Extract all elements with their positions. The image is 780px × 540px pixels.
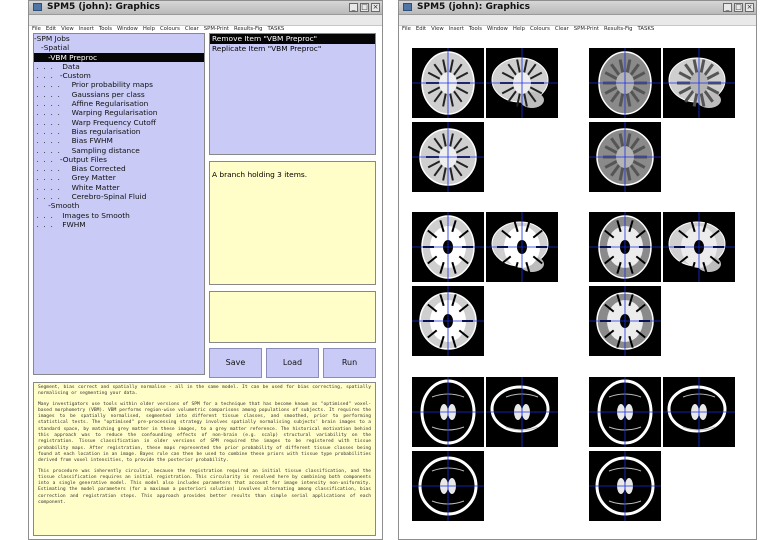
tree-item[interactable]: . . . . Bias regularisation xyxy=(34,126,141,136)
menu-insert[interactable]: Insert xyxy=(78,26,94,32)
brain-axial-csfavg-image[interactable] xyxy=(589,377,661,447)
menu-results-fig[interactable]: Results-Fig xyxy=(604,26,633,32)
menu-clear[interactable]: Clear xyxy=(554,26,569,32)
brain-sagittal-csfavg-image[interactable] xyxy=(663,377,735,447)
brain-axial-gm-image[interactable] xyxy=(412,48,484,118)
menu-tools[interactable]: Tools xyxy=(468,26,482,32)
spm-graphics-window-right xyxy=(398,0,757,540)
maximize-icon[interactable]: □ xyxy=(361,3,368,11)
menu-colours[interactable]: Colours xyxy=(159,26,180,32)
minimize-icon[interactable]: _ xyxy=(349,3,358,12)
tree-item[interactable]: . . . . Bias FWHM xyxy=(34,136,113,146)
help-paragraph: Many investigators use tools within older versions of SPM for a technique that has become known as "optimised" voxel-based morphometry (VBM). VBM performs region-wise volumetric comparisons among populations of subjects. It requires the images to be spatially normalised, segmented into different tissue classes, and smoothed, prior to performing statistical tests. The "optimised" pre-processing strategy involves spatially normalising subjects' brain images to a standard space, by matching grey matter in these images, to a grey matter reference. The historical motivation behind this approach was to reduce the confounding effects of non-brain (e.g. scalp) structural variability on the registration. Tissue classification in older versions of SPM required the images to be registered with tissue probability maps. After registration, these maps represented the prior probability of different tissue classes being found at each location in an image. Bayes rule can then be used to combine these priors with tissue type probabilities derived from voxel intensities, to provide the posterior probability. xyxy=(38,401,371,464)
tree-item[interactable]: . . . Data xyxy=(34,61,80,71)
info-text: A branch holding 3 items. xyxy=(212,170,308,179)
minimize-icon[interactable]: _ xyxy=(723,3,732,12)
brain-axial-wmavg-image[interactable] xyxy=(589,212,661,282)
brain-coronal-wm-image[interactable] xyxy=(412,286,484,356)
load-button[interactable]: Load xyxy=(266,348,319,378)
help-paragraph: This procedure was inherently circular, because the registration required an initial tissue classification, and the tissue classification requires an initial registration. This circularity is resolved here by combining both components into a single generative model. This model also includes parameters that account for image intensity non-uniformity. Estimating the model parameters (for a maximum a posteriori solution) involves alternating among classification, bias correction and registration steps. This approach provides better results than simple serial applications of each component. xyxy=(38,468,371,506)
tree-item[interactable]: . . . FWHM xyxy=(34,219,86,229)
brain-coronal-wmavg-image[interactable] xyxy=(589,286,661,356)
tree-item[interactable]: . . . . White Matter xyxy=(34,182,120,192)
brain-sagittal-gmavg-image[interactable] xyxy=(663,48,735,118)
menu-colours[interactable]: Colours xyxy=(529,26,550,32)
brain-coronal-csf-image[interactable] xyxy=(412,451,484,521)
title-bar[interactable] xyxy=(399,1,756,15)
tree-item[interactable]: -Smooth xyxy=(34,201,80,211)
app-icon xyxy=(33,3,42,11)
title-bar[interactable] xyxy=(29,1,382,15)
brain-coronal-gmavg-image[interactable] xyxy=(589,122,661,192)
menu-bar xyxy=(29,15,382,32)
tree-item[interactable]: -Spatial xyxy=(34,43,70,53)
menu-spm-print[interactable]: SPM-Print xyxy=(203,26,229,32)
help-paragraph: Segment, bias correct and spatially normalise - all in the same model. It can be used for bias correcting, spatially normalising or segmenting your data. xyxy=(38,385,371,397)
window-title: SPM5 (john): Graphics xyxy=(47,2,160,12)
menu-view[interactable]: View xyxy=(431,26,444,32)
brain-sagittal-gm-image[interactable] xyxy=(486,48,558,118)
menu-edit[interactable]: Edit xyxy=(45,26,57,32)
tree-item[interactable]: . . . . Grey Matter xyxy=(34,173,116,183)
tree-item[interactable]: . . . . Warp Frequency Cutoff xyxy=(34,117,156,127)
brain-sagittal-wmavg-image[interactable] xyxy=(663,212,735,282)
brain-coronal-csfavg-image[interactable] xyxy=(589,451,661,521)
menu-tasks[interactable]: TASKS xyxy=(267,26,285,32)
tree-item[interactable]: -VBM Preproc xyxy=(34,53,204,62)
tree-item[interactable]: . . . Images to Smooth xyxy=(34,210,130,220)
brain-axial-wm-image[interactable] xyxy=(412,212,484,282)
brain-coronal-gm-image[interactable] xyxy=(412,122,484,192)
job-tree-list[interactable] xyxy=(33,33,205,375)
close-icon[interactable]: × xyxy=(746,3,753,11)
run-button[interactable]: Run xyxy=(323,348,376,378)
brain-axial-csf-image[interactable] xyxy=(412,377,484,447)
menu-file[interactable]: File xyxy=(402,26,411,32)
brain-sagittal-wm-image[interactable] xyxy=(486,212,558,282)
menu-tasks[interactable]: TASKS xyxy=(637,26,655,32)
app-icon xyxy=(403,3,412,11)
tree-item[interactable]: . . . . Warping Regularisation xyxy=(34,108,158,118)
menu-window[interactable]: Window xyxy=(116,26,138,32)
close-icon[interactable]: × xyxy=(372,3,379,11)
action-item[interactable]: Replicate Item "VBM Preproc" xyxy=(212,43,322,53)
tree-item[interactable]: . . . . Bias Corrected xyxy=(34,164,126,174)
brain-axial-gmavg-image[interactable] xyxy=(589,48,661,118)
tree-item[interactable]: . . . . Prior probability maps xyxy=(34,80,153,90)
action-list[interactable] xyxy=(209,33,376,155)
value-panel xyxy=(209,291,376,343)
tree-item[interactable]: . . . -Custom xyxy=(34,71,91,81)
menu-insert[interactable]: Insert xyxy=(448,26,464,32)
menu-file[interactable]: File xyxy=(32,26,41,32)
tree-item[interactable]: -SPM Jobs xyxy=(34,34,70,43)
menu-spm-print[interactable]: SPM-Print xyxy=(573,26,599,32)
save-button[interactable]: Save xyxy=(209,348,262,378)
window-title: SPM5 (john): Graphics xyxy=(417,2,530,12)
menu-edit[interactable]: Edit xyxy=(415,26,427,32)
menu-window[interactable]: Window xyxy=(486,26,508,32)
menu-view[interactable]: View xyxy=(61,26,74,32)
menu-tools[interactable]: Tools xyxy=(98,26,112,32)
spm-graphics-window-left xyxy=(28,0,383,540)
maximize-icon[interactable]: □ xyxy=(735,3,742,11)
tree-item[interactable]: . . . . Sampling distance xyxy=(34,145,140,155)
menu-help[interactable]: Help xyxy=(512,26,525,32)
info-panel xyxy=(209,161,376,285)
tree-item[interactable]: . . . . Affine Regularisation xyxy=(34,99,149,109)
brain-sagittal-csf-image[interactable] xyxy=(486,377,558,447)
tree-item[interactable]: . . . . Gaussians per class xyxy=(34,89,145,99)
help-text-panel xyxy=(33,382,376,536)
menu-help[interactable]: Help xyxy=(142,26,155,32)
menu-clear[interactable]: Clear xyxy=(184,26,199,32)
menu-results-fig[interactable]: Results-Fig xyxy=(234,26,263,32)
tree-item[interactable]: . . . -Output Files xyxy=(34,154,107,164)
tree-item[interactable]: . . . . Cerebro-Spinal Fluid xyxy=(34,192,147,202)
menu-bar xyxy=(399,15,756,32)
action-item[interactable]: Remove Item "VBM Preproc" xyxy=(210,34,375,44)
